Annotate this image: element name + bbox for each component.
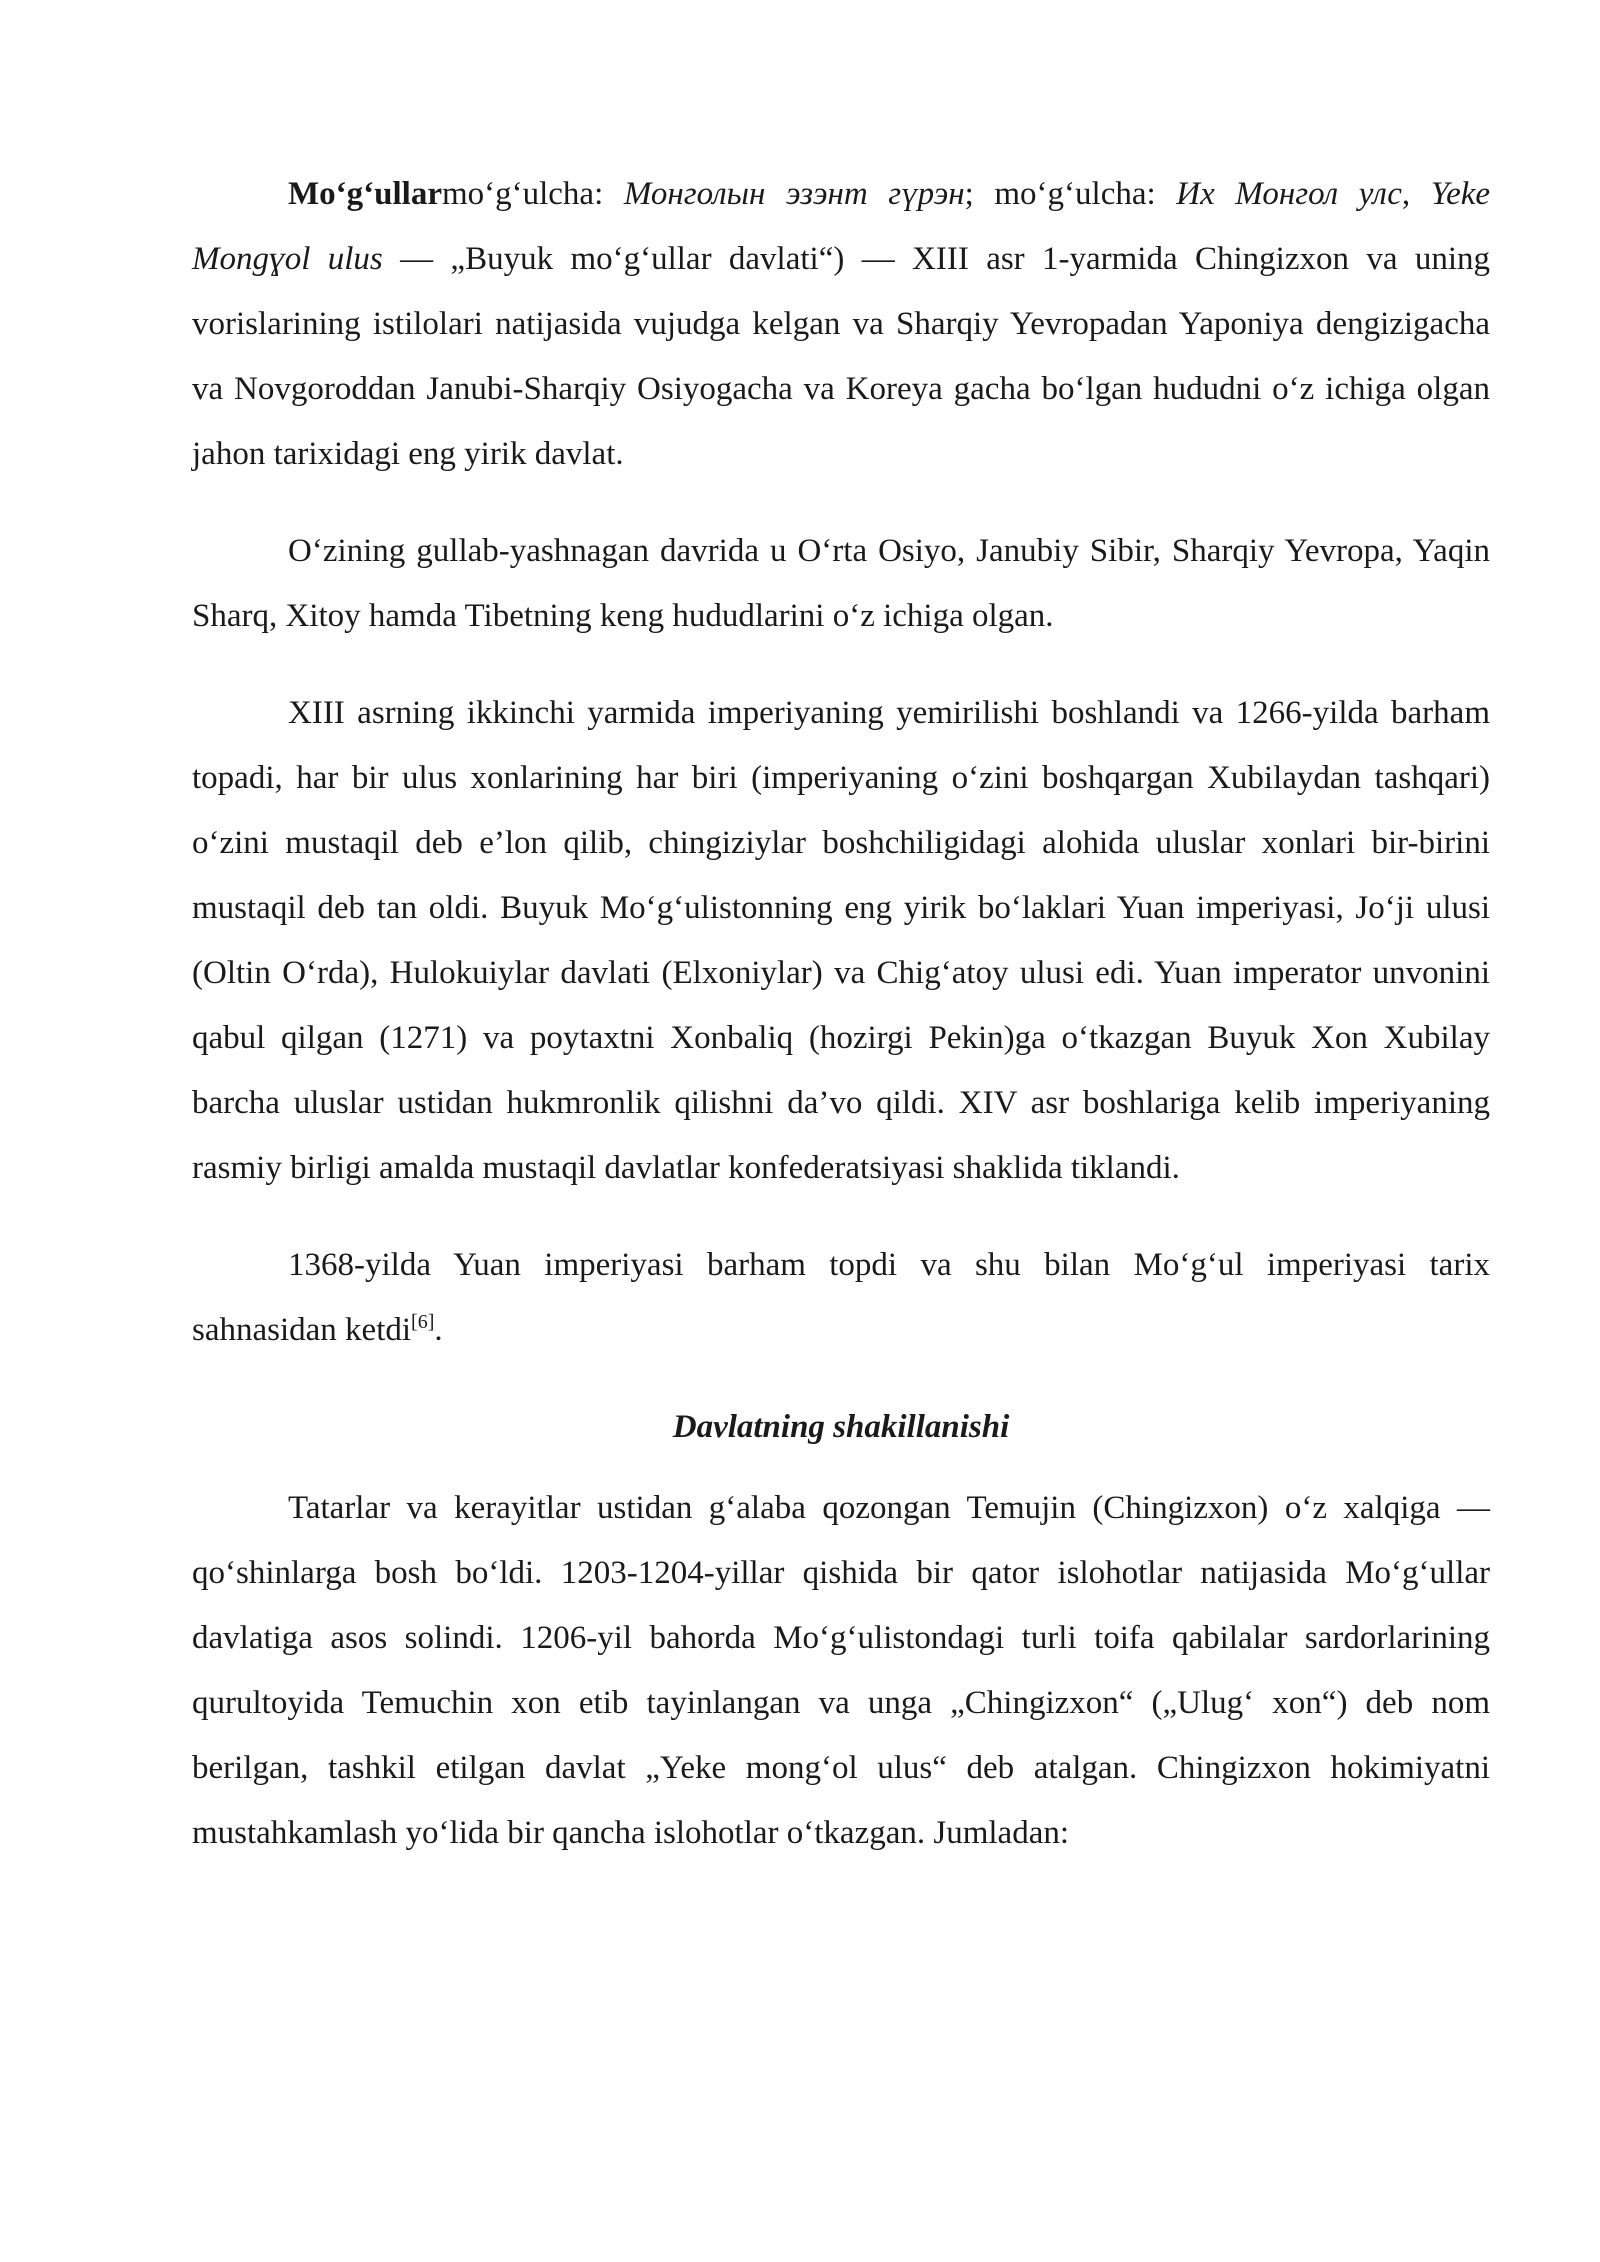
paragraph-3: XIII asrning ikkinchi yarmida imperiyaning yemirilishi boshlandi va 1266-yilda barham topadi, har bir ulus xonlarining har biri (imperiyaning oʻzini boshqargan Xubilaydan tashqari) oʻzini mustaqil deb e’lon qilib, chingiziylar boshchiligidagi alohida uluslar xonlari bir-birini mustaqil deb tan oldi. Buyuk Moʻgʻulistonning eng yirik boʻlaklari Yuan imperiyasi, Joʻji ulusi (Oltin Oʻrda), Hulokuiylar davlati (Elxoniylar) va Chigʻatoy ulusi edi. Yuan imperator unvonini qabul qilgan (1271) va poytaxtni Xonbaliq (hozirgi Pekin)ga oʻtkazgan Buyuk Xon Xubilay barcha uluslar ustidan hukmronlik qilishni da’vo qildi. XIV asr boshlariga kelib imperiyaning rasmiy birligi amalda mustaqil davlatlar konfederatsiyasi shaklida tiklandi. [192,695,1490,1186]
mongolian-name-2: Их Монгол улс [1176,176,1402,212]
lang-label-2: moʻgʻulcha: [994,176,1177,212]
intro-paragraph [192,162,1490,487]
document-page [192,162,1490,1898]
separator-1: ; [964,176,995,212]
separator-2: , [1401,176,1431,212]
paragraph-2: Oʻzining gullab-yashnagan davrida u Oʻrta Osiyo, Janubiy Sibir, Sharqiy Yevropa, Yaqin Sharq, Xitoy hamda Tibetning keng hududlarini oʻz ichiga olgan. [192,533,1490,634]
paragraph-5: Tatarlar va kerayitlar ustidan gʻalaba qozongan Temujin (Chingizxon) oʻz xalqiga — qoʻshinlarga bosh boʻldi. 1203-1204-yillar qishida bir qator islohotlar natijasida Moʻgʻullar davlatiga asos solindi. 1206-yil bahorda Moʻgʻulistondagi turli toifa qabilalar sardorlarining qurultoyida Temuchin xon etib tayinlangan va unga „Chingizxon“ („Ulugʻ xon“) deb nom berilgan, tashkil etilgan davlat „Yeke mongʻol ulus“ deb atalgan. Chingizxon hokimiyatni mustahkamlash yoʻlida bir qancha islohotlar oʻtkazgan. Jumladan: [192,1490,1490,1851]
latin-name: Yeke Mongɣol ulus [192,176,1491,277]
term-bold: Moʻgʻullar [288,176,442,212]
section-heading: Davlatning shakillanishi [672,1409,1010,1445]
paragraph-4-text: 1368-yilda Yuan imperiyasi barham topdi va shu bilan Moʻgʻul imperiyasi tarix sahnasidan ketdi [192,1247,1490,1348]
paragraph-4-end: . [434,1312,443,1348]
mongolian-name-1: Монголын эзэнт гүрэн [623,176,965,212]
footnote-ref[interactable]: [6] [411,1311,435,1333]
lang-label-1: moʻgʻulcha: [441,176,624,212]
intro-rest: — „Buyuk moʻgʻullar davlati“) — XIII asr 1-yarmida Chingizxon va uning vorislarining istilolari natijasida vujudga kelgan va Sharqiy Yevropadan Yaponiya dengizigacha va Novgoroddan Janubi-Sharqiy Osiyogacha va Koreya gacha boʻlgan hududni oʻz ichiga olgan jahon tarixidagi eng yirik davlat. [192,241,1490,472]
paragraph-4 [192,1233,1490,1363]
